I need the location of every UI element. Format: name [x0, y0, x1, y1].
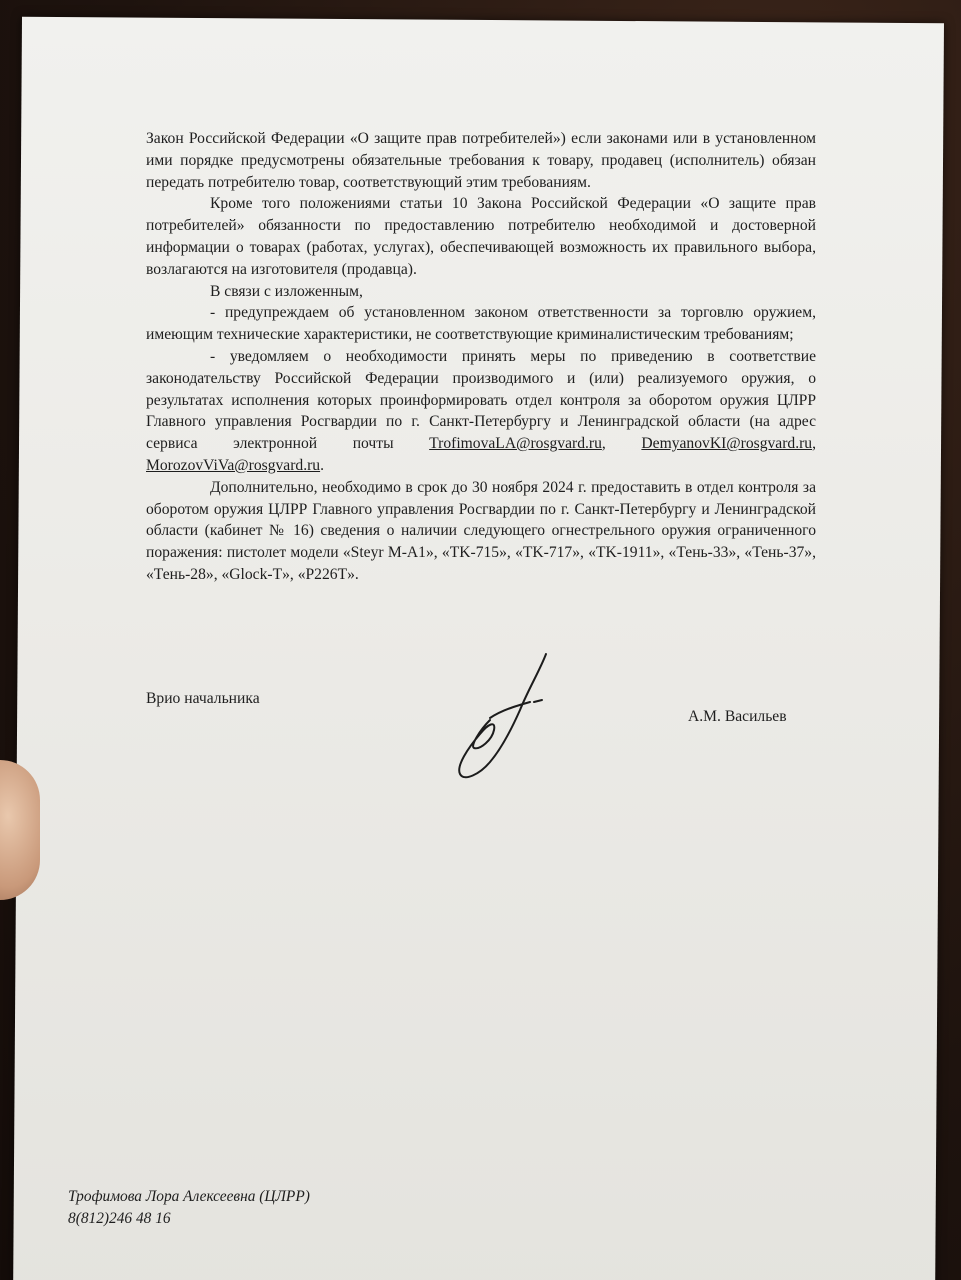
email-separator-2: ,	[812, 435, 816, 453]
email-link-1[interactable]: TrofimovaLA@rosgvard.ru	[429, 435, 602, 453]
email-link-2[interactable]: DemyanovKI@rosgvard.ru	[641, 435, 813, 453]
email-link-3[interactable]: MorozovViVa@rosgvard.ru	[146, 456, 321, 474]
executor-name: Трофимова Лора Алексеевна (ЦЛРР)	[68, 1188, 310, 1205]
executor-footer	[68, 1186, 310, 1230]
handwritten-signature	[450, 650, 560, 790]
paragraph-3: В связи с изложенным,	[210, 282, 363, 300]
signer-name: А.М. Васильев	[688, 708, 787, 725]
paragraph-4: - предупреждаем об установленном законом ответственности за торговлю оружием, имеющим технические характеристики, не соответствующие криминалистическим требованиям;	[146, 304, 816, 344]
paragraph-5	[146, 346, 816, 477]
email-separator-1: ,	[601, 435, 642, 453]
paragraph-6: Дополнительно, необходимо в срок до 30 ноября 2024 г. предоставить в отдел контроля за оборотом оружия ЦЛРР Главного управления Росгвардии по г. Санкт-Петербургу и Ленинградской области (кабинет № 16) сведения о наличии следующего огнестрельного оружия ограниченного поражения: пистолет модели «Steyr M-A1», «TK-715», «TK-717», «TK-1911», «Тень-33», «Тень-37», «Тень-28», «Glock-T», «P226T».	[146, 478, 816, 583]
signer-position: Врио начальника	[146, 690, 260, 707]
paragraph-1: Закон Российской Федерации «О защите прав потребителей») если законами или в установленном ими порядке предусмотрены обязательные требования к товару, продавец (исполнитель) обязан передать потребителю товар, соответствующий этим требованиям.	[146, 130, 816, 191]
email-end: .	[320, 456, 324, 474]
holding-finger	[0, 760, 40, 900]
paragraph-2: Кроме того положениями статьи 10 Закона Российской Федерации «О защите прав потребителей» обязанности по предоставлению потребителю необходимой и достоверной информации о товарах (работах, услугах), обеспечивающей возможность их правильного выбора, возлагаются на изготовителя (продавца).	[146, 195, 816, 278]
executor-phone: 8(812)246 48 16	[68, 1210, 171, 1227]
paragraph-5-text: - уведомляем о необходимости принять меры по приведению в соответствие законодательству Российской Федерации производимого и (или) реализуемого оружия, о результатах исполнения которых проинформировать отдел контроля за оборотом оружия ЦЛРР Главного управления Росгвардии по г. Санкт-Петербургу и Ленинградской области (на адрес сервиса электронной почты	[146, 347, 816, 453]
document-body	[146, 128, 816, 586]
